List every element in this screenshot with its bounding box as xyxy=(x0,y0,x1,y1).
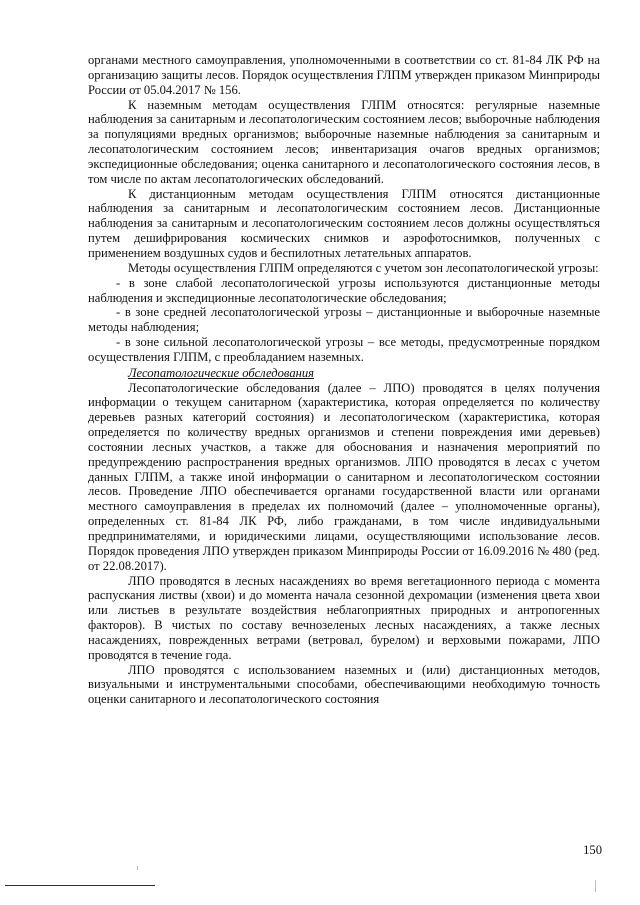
paragraph-ground-methods: К наземным методам осуществления ГЛПМ относятся: регулярные наземные наблюдения за санитарным и лесопатологическим состоянием лесов; выборочные наблюдения за популяциями вредных организмов; выборочные наземные наблюдения за санитарным и лесопатологическим состоянием лесов; инвентаризация очагов вредных организмов; экспедиционные обследования; оценка санитарного и лесопатологического состояния лесов, в том числе по актам лесопатологических обследований. xyxy=(88,97,600,186)
list-item-weak-threat: - в зоне слабой лесопатологической угрозы используются дистанционные методы наблюдения и экспедиционные лесопатологические обследования; xyxy=(88,275,600,305)
paragraph-lpo-definition: Лесопатологические обследования (далее – ЛПО) проводятся в целях получения информации о текущем санитарном (характеристика, которая определяется по количеству деревьев разных категорий состояния) и лесопатологическом (характеристика, которая определяется по количеству вредных организмов и степени повреждения ими деревьев) состоянии лесных участков, а также для обоснования и назначения мероприятий по предупреждению распространения вредных организмов. ЛПО проводятся в лесах с учетом данных ГЛПМ, а также иной информации о санитарном и лесопатологическом состоянии лесов. Проведение ЛПО обеспечивается органами государственной власти или органами местного самоуправления в пределах их полномочий (далее – уполномоченные органы), определенных ст. 81-84 ЛК РФ, либо гражданами, в том числе индивидуальными предпринимателями, и юридическими лицами, осуществляющими использование лесов. Порядок проведения ЛПО утвержден приказом Минприроды России от 16.09.2016 № 480 (ред. от 22.08.2017). xyxy=(88,380,600,573)
paragraph-lpo-timing: ЛПО проводятся в лесных насаждениях во время вегетационного периода с момента распускания листвы (хвои) и до момента начала сезонной дехромации (изменения цвета хвои или листьев в результате воздействия неблагоприятных природных и антропогенных факторов). В чистых по составу вечнозеленых лесных насаждениях, а также лесных насаждениях, поврежденных ветрами (ветровал, бурелом) и верховыми пожарами, ЛПО проводятся в течение года. xyxy=(88,573,600,662)
paragraph-glpm-organs: органами местного самоуправления, уполномоченными в соответствии со ст. 81-84 ЛК РФ на организацию защиты лесов. Порядок осуществления ГЛПМ утвержден приказом Минприроды России от 05.04.2017 № 156. xyxy=(88,53,600,97)
paragraph-lpo-methods: ЛПО проводятся с использованием наземных и (или) дистанционных методов, визуальными и инструментальными способами, обеспечивающими необходимую точность оценки санитарного и лесопатологического состояния xyxy=(88,662,600,707)
footnote-divider xyxy=(5,885,155,886)
list-item-strong-threat: - в зоне сильной лесопатологической угрозы – все методы, предусмотренные порядком осуществления ГЛПМ, с преобладанием наземных. xyxy=(88,335,600,364)
scan-artifact xyxy=(137,866,138,870)
paragraph-remote-methods: К дистанционным методам осуществления ГЛПМ относятся дистанционные наблюдения за санитарным и лесопатологическим состоянием лесов. Дистанционные наблюдения за санитарным и лесопатологическим состоянием лесов должны осуществляться путем дешифрирования космических снимков и аэрофотоснимков, полученных с применением воздушных судов и беспилотных летательных аппаратов. xyxy=(88,186,600,260)
list-item-medium-threat: - в зоне средней лесопатологической угрозы – дистанционные и выборочные наземные методы наблюдения; xyxy=(88,305,600,335)
section-heading: Лесопатологические обследования xyxy=(128,365,315,380)
document-body xyxy=(88,53,600,707)
paragraph-methods-by-zone: Методы осуществления ГЛПМ определяются с учетом зон лесопатологической угрозы: xyxy=(128,260,599,275)
scan-artifact xyxy=(595,880,596,892)
page-number: 150 xyxy=(583,843,602,857)
